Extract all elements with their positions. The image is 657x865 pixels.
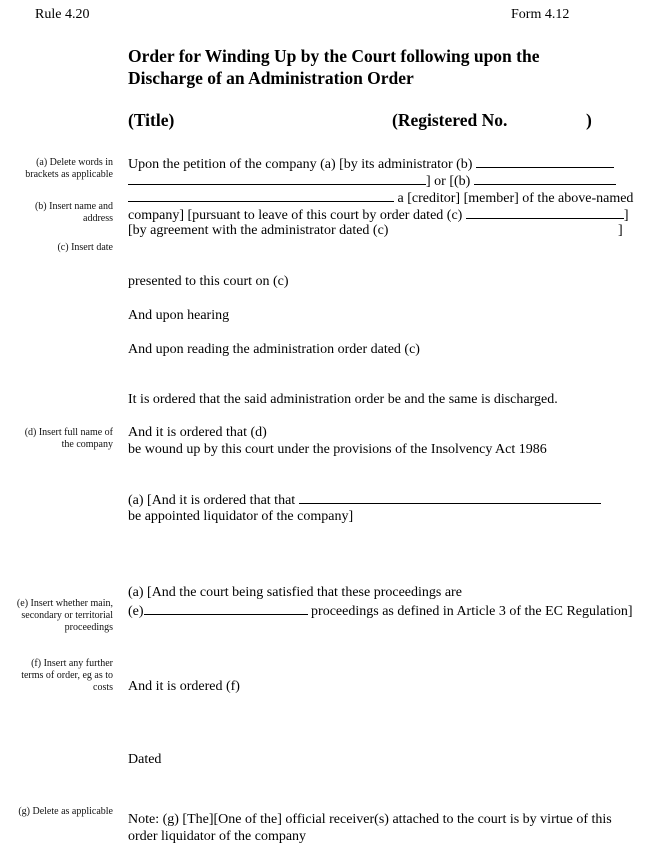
- petition-text-4: company] [pursuant to leave of this court by order dated (c): [128, 208, 463, 223]
- margin-note-f-line-1: (f) Insert any further: [31, 658, 113, 669]
- margin-note-f: [21, 658, 113, 694]
- administrator-name-field[interactable]: [476, 155, 614, 168]
- margin-note-d-line-1: (d) Insert full name of: [24, 427, 113, 438]
- margin-note-e-line-3: proceedings: [64, 622, 113, 633]
- form-title-line-1: Order for Winding Up by the Court following upon the: [128, 46, 540, 66]
- liquidator-line-1: [128, 491, 601, 510]
- registered-number-close: ): [586, 110, 592, 130]
- form-title-line-2: Discharge of an Administration Order: [128, 68, 414, 88]
- leave-order-date-field[interactable]: [466, 206, 624, 219]
- margin-note-a-line-1: (a) Delete words in: [36, 157, 113, 168]
- margin-note-e-line-2: secondary or territorial: [21, 610, 113, 621]
- margin-note-d: [25, 427, 113, 451]
- petition-bracket-4: ]: [623, 208, 629, 223]
- liquidator-line-2: be appointed liquidator of the company]: [128, 509, 354, 524]
- margin-note-f-line-3: costs: [93, 682, 113, 693]
- margin-note-e-line-1: (e) Insert whether main,: [16, 598, 113, 609]
- note-line-1: Note: (g) [The][One of the] official receiver(s) attached to the court is by virtue of this: [128, 812, 612, 827]
- proceedings-type-field[interactable]: [144, 602, 308, 615]
- petition-text-2: ] or [(b): [426, 174, 471, 189]
- margin-note-b-line-2: address: [83, 213, 113, 224]
- note-line-2: order liquidator of the company: [128, 829, 307, 844]
- petitioner-address-field[interactable]: [128, 189, 394, 202]
- reading-line: And upon reading the administration order dated (c): [128, 342, 420, 357]
- court-satisfied-line-2: [128, 602, 633, 621]
- form-number: Form 4.12: [511, 7, 570, 22]
- court-satisfied-line-1: (a) [And the court being satisfied that these proceedings are: [128, 585, 462, 600]
- registered-number-label: (Registered No.: [392, 110, 508, 130]
- wound-up-line: be wound up by this court under the provisions of the Insolvency Act 1986: [128, 442, 547, 457]
- margin-note-a: [25, 157, 113, 181]
- margin-note-b: [35, 201, 113, 225]
- court-text-2: proceedings as defined in Article 3 of the EC Regulation]: [311, 604, 633, 619]
- petition-line-3: [128, 189, 633, 208]
- margin-note-c: [57, 242, 113, 254]
- margin-note-g: [18, 806, 113, 818]
- petition-line-5: [128, 223, 623, 240]
- petition-line-4: [128, 206, 629, 225]
- hearing-line: And upon hearing: [128, 308, 230, 323]
- margin-note-g-line-1: (g) Delete as applicable: [18, 806, 113, 817]
- court-text-e: (e): [128, 604, 144, 619]
- rule-number: Rule 4.20: [35, 7, 90, 22]
- petitioner-name-field[interactable]: [128, 172, 426, 185]
- liquidator-text-1: (a) [And it is ordered that that: [128, 493, 296, 508]
- dated-line: Dated: [128, 752, 162, 767]
- title-label: (Title): [128, 110, 175, 130]
- margin-note-a-line-2: brackets as applicable: [25, 169, 113, 180]
- ordered-that-line: And it is ordered that (d): [128, 425, 267, 440]
- margin-note-f-line-2: terms of order, eg as to: [21, 670, 113, 681]
- margin-note-b-line-1: (b) Insert name and: [34, 201, 113, 212]
- petition-line-2: [128, 172, 616, 191]
- petition-text-3: a [creditor] [member] of the above-named: [397, 191, 634, 206]
- margin-note-e: [17, 598, 113, 634]
- presented-line: presented to this court on (c): [128, 274, 289, 289]
- petition-text-5: [by agreement with the administrator dated (c): [128, 223, 389, 238]
- margin-note-d-line-2: the company: [61, 439, 113, 450]
- petition-bracket-5: ]: [617, 223, 623, 238]
- liquidator-name-field[interactable]: [299, 491, 601, 504]
- petition-text-1: Upon the petition of the company (a) [by its administrator (b): [128, 157, 473, 172]
- petitioner-name-field-2[interactable]: [474, 172, 616, 185]
- ordered-f-line: And it is ordered (f): [128, 679, 240, 694]
- margin-note-c-line-1: (c) Insert date: [57, 242, 113, 253]
- petition-line-1: [128, 155, 614, 174]
- discharge-order-line: It is ordered that the said administration order be and the same is discharged.: [128, 392, 558, 407]
